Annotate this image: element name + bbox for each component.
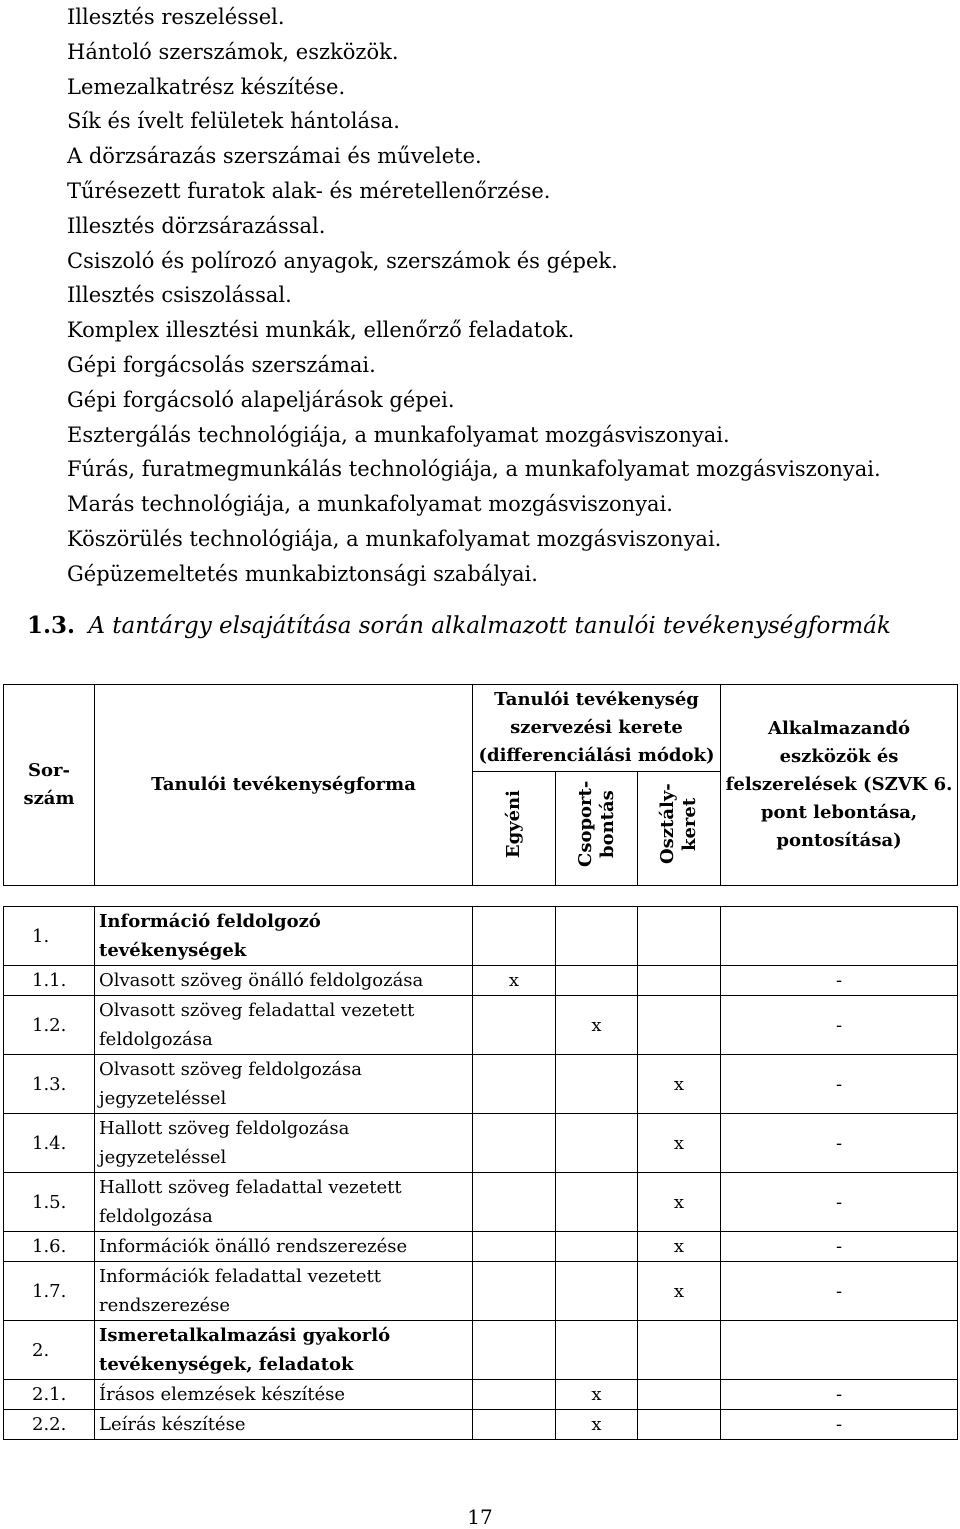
egyeni-cell [473,1114,556,1173]
group-number: 1. [4,907,95,966]
osztaly-cell [638,907,721,966]
topic-item: Gépi forgácsoló alapeljárások gépei. [67,387,455,412]
csoport-cell: x [556,1410,638,1440]
egyeni-cell [473,1055,556,1114]
row-number: 1.6. [4,1232,95,1262]
row-label: Információk feladattal vezetett rendszerezése [95,1262,473,1321]
egyeni-cell [473,1262,556,1321]
row-number: 1.7. [4,1262,95,1321]
tools-cell: - [721,1055,958,1114]
header-gap-row [4,886,958,907]
row-number: 2.1. [4,1380,95,1410]
activity-table [3,684,958,1440]
section-title: A tantárgy elsajátítása során alkalmazott tanulói tevékenységformák [88,613,891,639]
header-org-frame: Tanulói tevékenység szervezési kerete (differenciálási módok) [473,685,721,772]
egyeni-cell [473,907,556,966]
egyeni-cell [473,1321,556,1380]
topic-item: Gépi forgácsolás szerszámai. [67,352,376,377]
osztaly-cell [638,996,721,1055]
tools-cell: - [721,1262,958,1321]
csoport-cell [556,1321,638,1380]
header-egyeni: Egyéni [473,772,556,886]
row-number: 1.3. [4,1055,95,1114]
row-label: Információk önálló rendszerezése [95,1232,473,1262]
osztaly-cell [638,1410,721,1440]
row-label: Olvasott szöveg feladattal vezetett feldolgozása [95,996,473,1055]
group-number: 2. [4,1321,95,1380]
table-row [4,996,958,1055]
egyeni-cell [473,1232,556,1262]
group-label: Ismeretalkalmazási gyakorló tevékenységek, feladatok [95,1321,473,1380]
csoport-cell [556,1055,638,1114]
header-osztalykeret: Osztály-keret [638,772,721,886]
table-row [4,1410,958,1440]
page-number: 17 [467,1505,493,1529]
header-csoportbontas: Csoport-bontás [556,772,638,886]
table-row [4,1173,958,1232]
row-label: Hallott szöveg feldolgozása jegyzeteléssel [95,1114,473,1173]
osztaly-cell: x [638,1232,721,1262]
csoport-cell [556,966,638,996]
header-sorszam: Sor-szám [4,685,95,886]
topic-item: Esztergálás technológiája, a munkafolyamat mozgásviszonyai. [67,422,730,447]
topic-item: Marás technológiája, a munkafolyamat mozgásviszonyai. [67,492,673,517]
activity-table-body [4,886,958,1440]
table-row [4,1262,958,1321]
topic-item: Köszörülés technológiája, a munkafolyamat mozgásviszonyai. [67,526,722,551]
topic-item: Tűrésezett furatok alak- és méretellenőrzése. [67,178,551,203]
row-label: Olvasott szöveg feldolgozása jegyzeteléssel [95,1055,473,1114]
topic-item: Gépüzemeltetés munkabiztonsági szabályai. [67,561,538,586]
osztaly-cell [638,1321,721,1380]
row-number: 1.4. [4,1114,95,1173]
egyeni-cell: x [473,966,556,996]
tools-cell: - [721,1232,958,1262]
osztaly-cell: x [638,1114,721,1173]
osztaly-cell [638,1380,721,1410]
csoport-cell [556,907,638,966]
section-heading [27,612,891,639]
tools-cell [721,907,958,966]
topic-item: Sík és ívelt felületek hántolása. [67,109,400,134]
topic-item: Hántoló szerszámok, eszközök. [67,39,399,64]
osztaly-cell [638,966,721,996]
table-row [4,1055,958,1114]
row-number: 1.5. [4,1173,95,1232]
topic-item: Illesztés reszeléssel. [67,5,285,29]
table-row [4,966,958,996]
group-label: Információ feldolgozó tevékenységek [95,907,473,966]
row-number: 1.2. [4,996,95,1055]
section-number: 1.3. [27,612,76,639]
header-activity-form: Tanulói tevékenységforma [95,685,473,886]
row-label: Leírás készítése [95,1410,473,1440]
topic-item: A dörzsárazás szerszámai és művelete. [67,144,482,169]
tools-cell: - [721,966,958,996]
egyeni-cell [473,1410,556,1440]
row-label: Hallott szöveg feladattal vezetett feldolgozása [95,1173,473,1232]
table-row [4,1232,958,1262]
topic-item: Illesztés csiszolással. [67,283,292,308]
table-row [4,1380,958,1410]
tools-cell: - [721,1173,958,1232]
csoport-cell [556,1173,638,1232]
topic-item: Komplex illesztési munkák, ellenőrző feladatok. [67,318,575,343]
row-label: Olvasott szöveg önálló feldolgozása [95,966,473,996]
osztaly-cell: x [638,1262,721,1321]
topic-item: Csiszoló és polírozó anyagok, szerszámok és gépek. [67,248,618,273]
osztaly-cell: x [638,1173,721,1232]
tools-cell: - [721,1410,958,1440]
tools-cell: - [721,1380,958,1410]
csoport-cell: x [556,1380,638,1410]
egyeni-cell [473,1173,556,1232]
egyeni-cell [473,1380,556,1410]
row-number: 1.1. [4,966,95,996]
group-row [4,907,958,966]
topic-item: Lemezalkatrész készítése. [67,74,346,99]
header-tools: Alkalmazandó eszközök és felszerelések (SZVK 6. pont lebontása, pontosítása) [721,685,958,886]
row-number: 2.2. [4,1410,95,1440]
csoport-cell [556,1232,638,1262]
csoport-cell [556,1114,638,1173]
topic-item: Fúrás, furatmegmunkálás technológiája, a munkafolyamat mozgásviszonyai. [67,457,881,482]
egyeni-cell [473,996,556,1055]
row-label: Írásos elemzések készítése [95,1380,473,1410]
tools-cell [721,1321,958,1380]
topic-item: Illesztés dörzsárazással. [67,213,326,238]
tools-cell: - [721,1114,958,1173]
group-row [4,1321,958,1380]
csoport-cell: x [556,996,638,1055]
tools-cell: - [721,996,958,1055]
osztaly-cell: x [638,1055,721,1114]
table-row [4,1114,958,1173]
topic-list [67,0,881,592]
csoport-cell [556,1262,638,1321]
